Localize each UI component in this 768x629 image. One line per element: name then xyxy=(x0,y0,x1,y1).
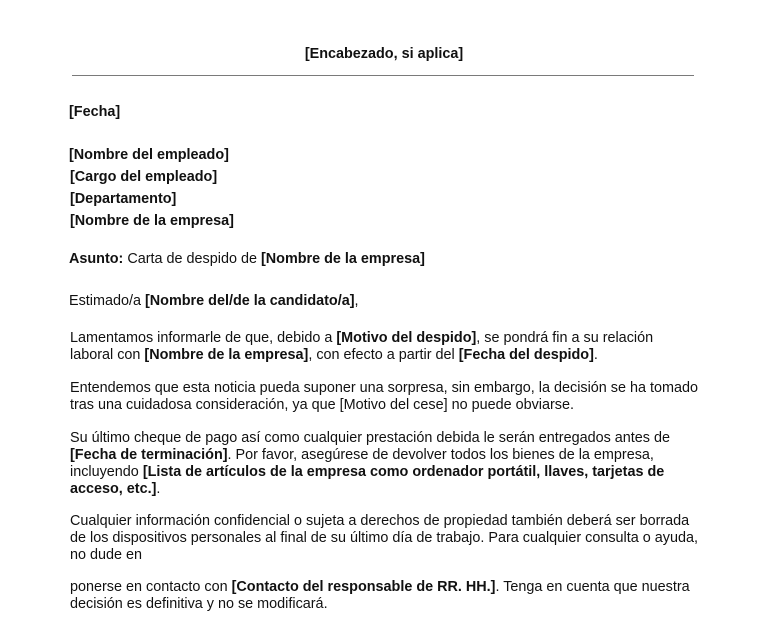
termination-date-field: [Fecha del despido] xyxy=(458,347,594,363)
text-run: . Por favor, asegúrese de devolver todos los bienes de la empresa, incluyendo xyxy=(70,447,654,480)
paragraph-consideration xyxy=(70,380,700,414)
employee-position-field: [Cargo del empleado] xyxy=(70,169,218,185)
text-run: Cualquier información confidencial o sujeta a derechos de propiedad también deberá ser borrada de los dispositivos personales al final de su último día de trabajo. Para cualquier consulta o ayuda, no dude en xyxy=(70,513,698,563)
salutation-suffix: , xyxy=(354,293,359,309)
subject-text: Carta de despido de xyxy=(123,251,261,267)
text-run: Lamentamos informarle de que, debido a xyxy=(70,330,337,346)
salutation-name: [Nombre del/de la candidato/a] xyxy=(145,293,355,309)
text-run: , con efecto a partir del xyxy=(308,347,459,363)
header-divider xyxy=(72,75,694,76)
date-field: [Fecha] xyxy=(69,104,121,120)
subject-line xyxy=(69,251,425,268)
subject-label: Asunto: xyxy=(69,251,124,267)
text-run: . xyxy=(593,347,598,363)
employee-name-field: [Nombre del empleado] xyxy=(69,147,229,163)
paragraph-confidential xyxy=(70,513,700,564)
company-name-field: [Nombre de la empresa] xyxy=(70,213,234,229)
paragraph-contact xyxy=(70,579,700,613)
letter-header: [Encabezado, si aplica] xyxy=(304,46,464,62)
text-run: . xyxy=(156,481,161,497)
subject-company: [Nombre de la empresa] xyxy=(260,251,425,267)
salutation xyxy=(69,293,359,310)
hr-contact-field: [Contacto del responsable de RR. HH.] xyxy=(231,579,496,595)
text-run: ponerse en contacto con xyxy=(70,579,232,595)
salutation-prefix: Estimado/a xyxy=(69,293,145,309)
text-run: . Tenga en cuenta que nuestra decisión es definitiva y no se modificará. xyxy=(70,579,690,612)
text-run: Su último cheque de pago así como cualquier prestación debida le serán entregados antes de xyxy=(70,430,671,446)
end-date-field: [Fecha de terminación] xyxy=(70,447,228,463)
paragraph-termination xyxy=(70,330,700,364)
company-items-field: [Lista de artículos de la empresa como ordenador portátil, llaves, tarjetas de acceso, etc.] xyxy=(70,464,665,497)
text-run: , se pondrá fin a su relación laboral con xyxy=(70,330,654,363)
paragraph-final-pay xyxy=(70,430,700,498)
termination-reason-field: [Motivo del despido] xyxy=(336,330,477,346)
text-run: Entendemos que esta noticia pueda suponer una sorpresa, sin embargo, la decisión se ha tomado tras una cuidadosa consideración, ya que [Motivo del cese] no puede obviarse. xyxy=(70,380,698,413)
company-name-inline: [Nombre de la empresa] xyxy=(144,347,309,363)
department-field: [Departamento] xyxy=(70,191,177,207)
